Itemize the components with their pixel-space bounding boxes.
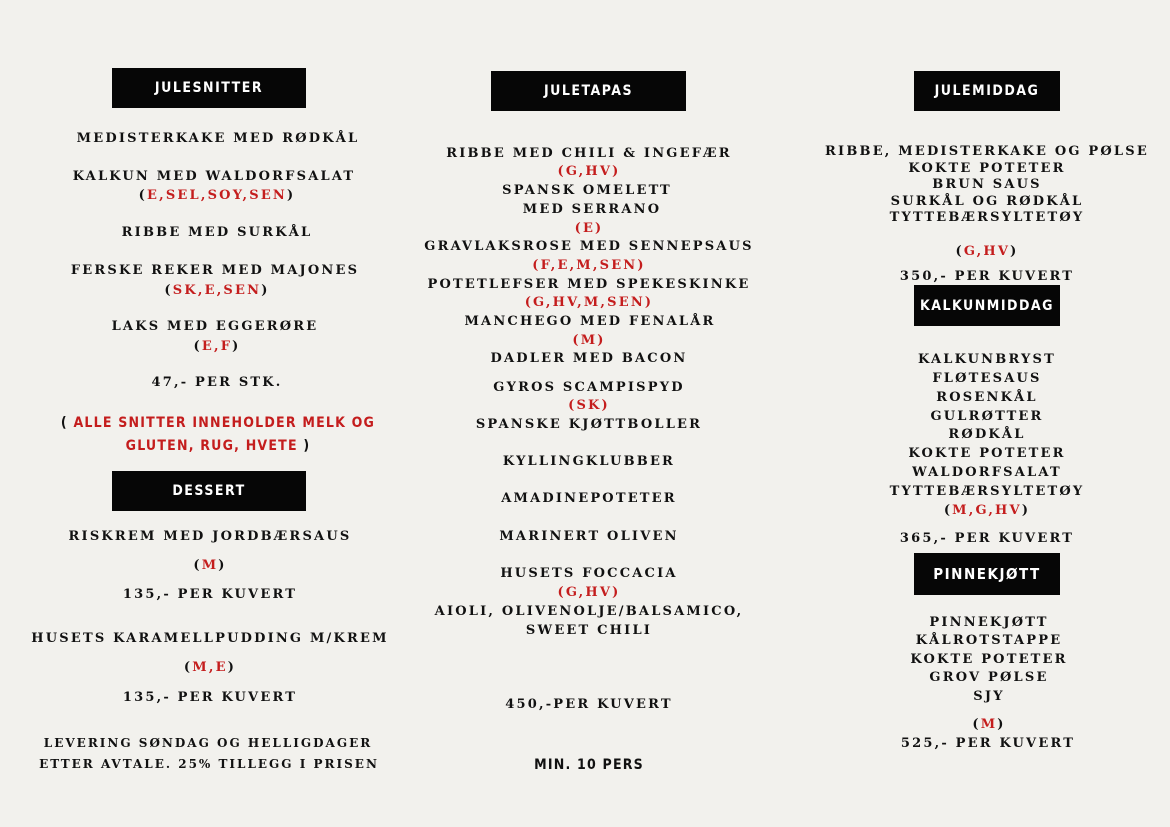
julemiddag-item: RIBBE, MEDISTERKAKE OG PØLSE: [825, 144, 1149, 159]
tapas-item: SPANSK OMELETT: [502, 183, 672, 198]
pinnekjott-item: KÅLROTSTAPPE: [915, 633, 1063, 648]
allergen-codes: (G,HV): [557, 585, 621, 600]
allergen-codes: G,HV: [963, 244, 1011, 259]
allergen-line: (SK,E,SEN): [164, 283, 270, 298]
kalkun-item: FLØTESAUS: [932, 371, 1042, 386]
kalkun-item: KOKTE POTETER: [908, 446, 1066, 461]
min-persons: MIN. 10 PERS: [534, 757, 644, 773]
tapas-item: DADLER MED BACON: [490, 351, 688, 366]
menu-item: KALKUN MED WALDORFSALAT: [72, 169, 356, 184]
allergen-line: (M): [972, 717, 1006, 732]
tapas-item: MED SERRANO: [522, 202, 662, 217]
allergen-codes: (G,HV,M,SEN): [524, 295, 654, 310]
delivery-note-line1: LEVERING SØNDAG OG HELLIGDAGER: [43, 736, 373, 750]
snitter-note-line2: GLUTEN, RUG, HVETE ): [125, 438, 311, 454]
tapas-item: RIBBE MED CHILI & INGEFÆR: [446, 146, 732, 161]
pinnekjott-header: PINNEKJØTT: [914, 553, 1060, 595]
allergen-line: (E,SEL,SOY,SEN): [138, 188, 296, 203]
allergen-line: (M): [193, 558, 227, 573]
dessert-header: DESSERT: [112, 471, 306, 511]
allergen-codes: (SK): [568, 398, 610, 413]
allergen-codes: E,F: [201, 339, 233, 354]
allergen-codes: M: [980, 717, 998, 732]
pinnekjott-item: SJY: [973, 689, 1005, 704]
kalkun-item: WALDORFSALAT: [912, 465, 1062, 480]
tapas-item: HUSETS FOCCACIA: [500, 566, 678, 581]
pinnekjott-item: GROV PØLSE: [929, 670, 1049, 685]
julemiddag-header: JULEMIDDAG: [914, 71, 1060, 111]
julemiddag-item: SURKÅL OG RØDKÅL: [890, 194, 1084, 209]
allergen-line: (M,E): [183, 660, 237, 675]
allergen-codes: (E): [574, 221, 604, 236]
tapas-item: SWEET CHILI: [525, 623, 653, 638]
tapas-item: AIOLI, OLIVENOLJE/BALSAMICO,: [434, 604, 744, 619]
kalkun-price: 365,- PER KUVERT: [899, 531, 1075, 546]
allergen-codes: (G,HV): [557, 164, 621, 179]
kalkun-item: KALKUNBRYST: [918, 352, 1056, 367]
dessert-price: 135,- PER KUVERT: [122, 587, 298, 602]
allergen-codes: E,SEL,SOY,SEN: [146, 188, 288, 203]
snitter-note-line1: ( ALLE SNITTER INNEHOLDER MELK OG: [60, 415, 376, 431]
dessert-item: HUSETS KARAMELLPUDDING M/KREM: [31, 631, 389, 646]
allergen-codes: (F,E,M,SEN): [532, 258, 646, 273]
dessert-item: RISKREM MED JORDBÆRSAUS: [68, 529, 352, 544]
allergen-line: (M,G,HV): [943, 503, 1031, 518]
julemiddag-price: 350,- PER KUVERT: [899, 269, 1075, 284]
kalkun-item: ROSENKÅL: [936, 390, 1038, 405]
tapas-item: GYROS SCAMPISPYD: [493, 380, 685, 395]
tapas-item: SPANSKE KJØTTBOLLER: [475, 417, 703, 432]
tapas-item: AMADINEPOTETER: [501, 491, 677, 506]
allergen-codes: M: [201, 558, 219, 573]
julemiddag-item: BRUN SAUS: [932, 177, 1042, 192]
tapas-item: MANCHEGO MED FENALÅR: [464, 314, 716, 329]
julemiddag-item: KOKTE POTETER: [908, 161, 1066, 176]
pinnekjott-item: PINNEKJØTT: [929, 615, 1049, 630]
allergen-codes: M,E: [192, 660, 228, 675]
allergen-codes: SK,E,SEN: [172, 283, 262, 298]
dessert-price: 135,- PER KUVERT: [122, 690, 298, 705]
julemiddag-item: TYTTEBÆRSYLTETØY: [889, 210, 1085, 225]
tapas-price: 450,-PER KUVERT: [505, 697, 673, 712]
tapas-item: GRAVLAKSROSE MED SENNEPSAUS: [424, 239, 754, 254]
menu-item: RIBBE MED SURKÅL: [121, 225, 313, 240]
julesnitter-header: JULESNITTER: [112, 68, 306, 108]
kalkun-item: RØDKÅL: [948, 427, 1026, 442]
allergen-line: (E,F): [193, 339, 241, 354]
allergen-line: (G,HV): [955, 244, 1019, 259]
snitter-price: 47,- PER STK.: [151, 375, 283, 390]
kalkun-item: TYTTEBÆRSYLTETØY: [889, 484, 1085, 499]
kalkunmiddag-header: KALKUNMIDDAG: [914, 285, 1060, 326]
delivery-note-line2: ETTER AVTALE. 25% TILLEGG I PRISEN: [39, 757, 379, 771]
pinnekjott-item: KOKTE POTETER: [910, 652, 1068, 667]
juletapas-header: JULETAPAS: [491, 71, 686, 111]
allergen-codes: M,G,HV: [952, 503, 1022, 518]
allergen-codes: (M): [572, 333, 606, 348]
tapas-item: KYLLINGKLUBBER: [502, 454, 676, 469]
menu-item: FERSKE REKER MED MAJONES: [70, 263, 360, 278]
menu-item: LAKS MED EGGERØRE: [111, 319, 319, 334]
kalkun-item: GULRØTTER: [930, 409, 1044, 424]
menu-item: MEDISTERKAKE MED RØDKÅL: [76, 131, 360, 146]
pinnekjott-price: 525,- PER KUVERT: [900, 736, 1076, 751]
tapas-item: POTETLEFSER MED SPEKESKINKE: [427, 277, 751, 292]
tapas-item: MARINERT OLIVEN: [499, 529, 679, 544]
